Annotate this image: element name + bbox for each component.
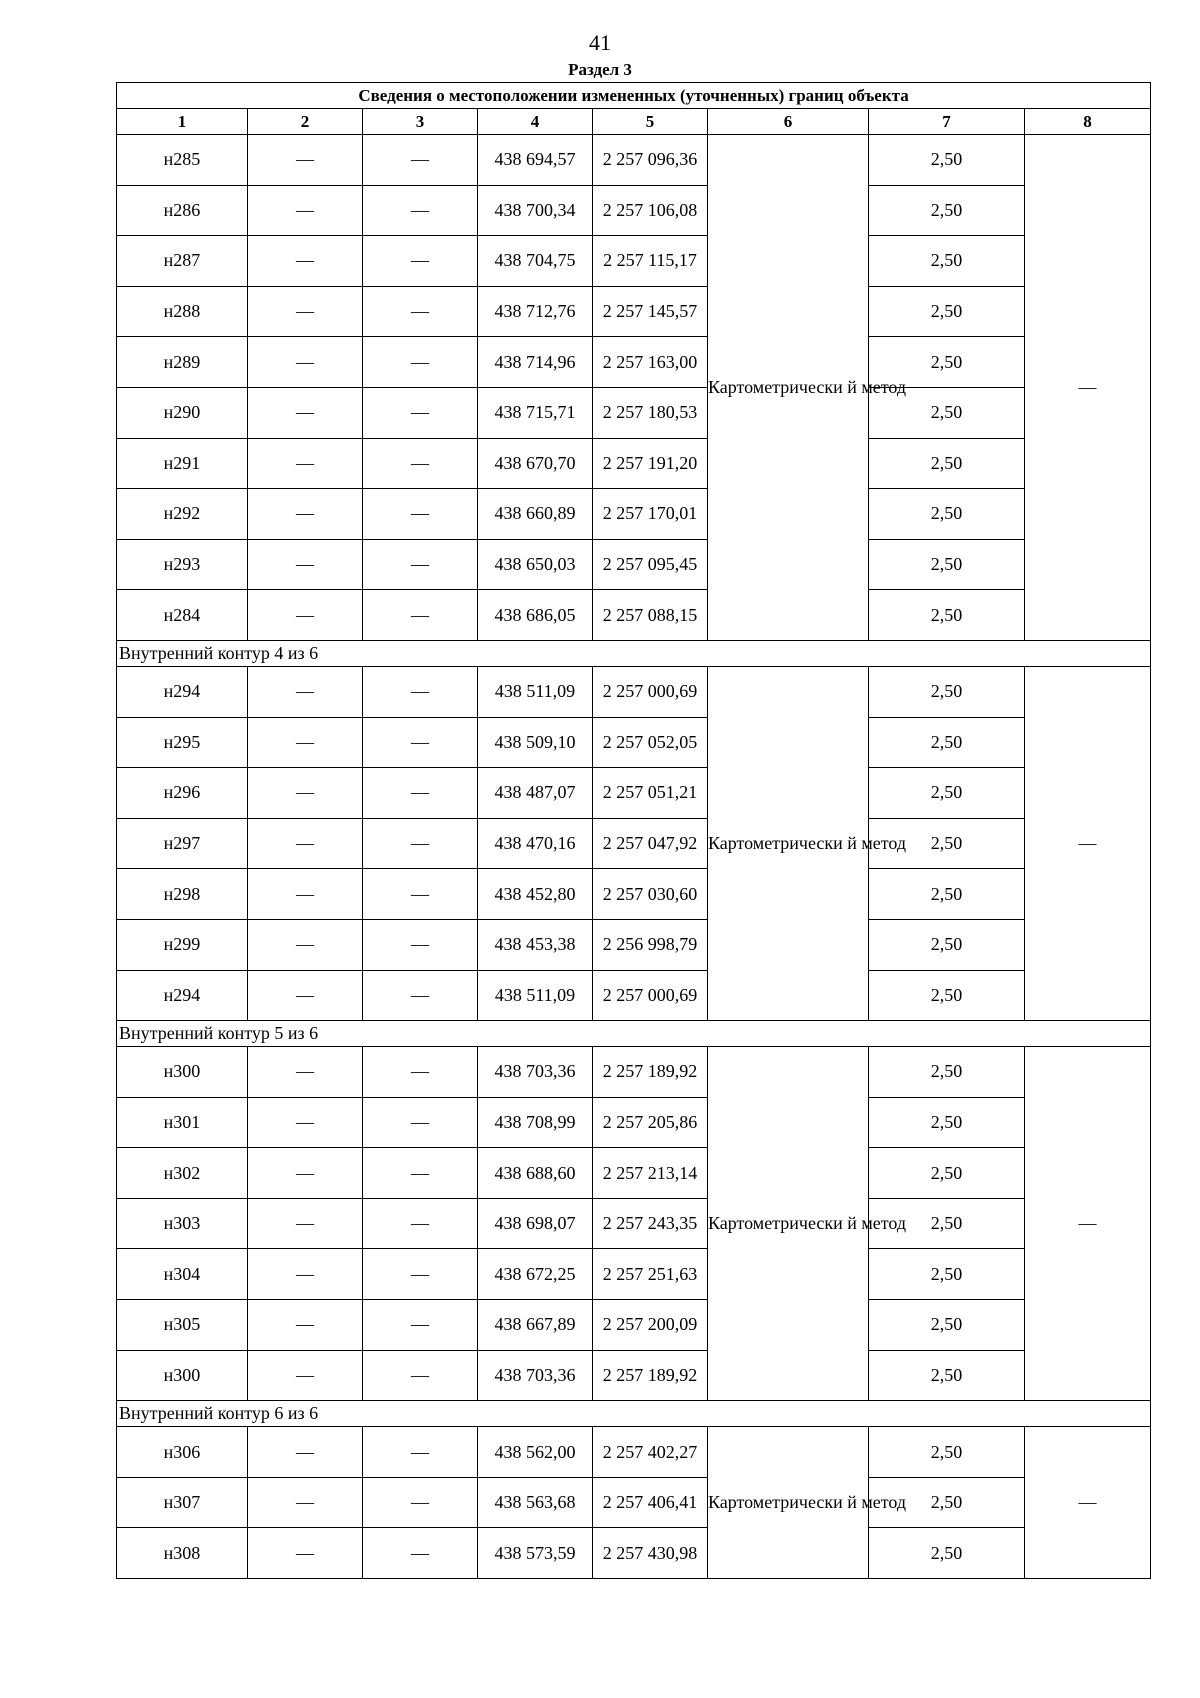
y-coordinate: 2 257 251,63 bbox=[593, 1249, 708, 1300]
column-number: 3 bbox=[363, 109, 478, 135]
column-3-value: — bbox=[363, 970, 478, 1021]
table-row bbox=[117, 919, 1151, 970]
column-3-value: — bbox=[363, 387, 478, 438]
table-row bbox=[117, 185, 1151, 236]
column-2-value: — bbox=[248, 1528, 363, 1579]
point-name: н292 bbox=[117, 489, 248, 540]
y-coordinate: 2 257 402,27 bbox=[593, 1427, 708, 1478]
point-name: н308 bbox=[117, 1528, 248, 1579]
column-number: 1 bbox=[117, 109, 248, 135]
x-coordinate: 438 712,76 bbox=[478, 286, 593, 337]
x-coordinate: 438 511,09 bbox=[478, 666, 593, 717]
column-2-value: — bbox=[248, 1350, 363, 1401]
column-2-value: — bbox=[248, 387, 363, 438]
table-row bbox=[117, 438, 1151, 489]
y-coordinate: 2 257 191,20 bbox=[593, 438, 708, 489]
table-row bbox=[117, 590, 1151, 641]
table-row bbox=[117, 135, 1151, 186]
column-2-value: — bbox=[248, 818, 363, 869]
accuracy-value: 2,50 bbox=[869, 717, 1025, 768]
column-2-value: — bbox=[248, 768, 363, 819]
table-body bbox=[117, 135, 1151, 1579]
column-2-value: — bbox=[248, 135, 363, 186]
y-coordinate: 2 257 213,14 bbox=[593, 1148, 708, 1199]
boundary-coordinates-table bbox=[116, 82, 1151, 1579]
y-coordinate: 2 257 051,21 bbox=[593, 768, 708, 819]
accuracy-value: 2,50 bbox=[869, 539, 1025, 590]
column-2-value: — bbox=[248, 539, 363, 590]
y-coordinate: 2 257 406,41 bbox=[593, 1477, 708, 1528]
point-name: н289 bbox=[117, 337, 248, 388]
accuracy-value: 2,50 bbox=[869, 1477, 1025, 1528]
accuracy-value: 2,50 bbox=[869, 236, 1025, 287]
column-3-value: — bbox=[363, 185, 478, 236]
column-number: 4 bbox=[478, 109, 593, 135]
point-name: н286 bbox=[117, 185, 248, 236]
x-coordinate: 438 703,36 bbox=[478, 1047, 593, 1098]
x-coordinate: 438 704,75 bbox=[478, 236, 593, 287]
point-name: н302 bbox=[117, 1148, 248, 1199]
column-number: 6 bbox=[708, 109, 869, 135]
column-3-value: — bbox=[363, 236, 478, 287]
column-2-value: — bbox=[248, 590, 363, 641]
point-name: н297 bbox=[117, 818, 248, 869]
y-coordinate: 2 257 047,92 bbox=[593, 818, 708, 869]
column-2-value: — bbox=[248, 1300, 363, 1351]
determination-method: Картометрически й метод bbox=[708, 1047, 869, 1401]
column-2-value: — bbox=[248, 438, 363, 489]
x-coordinate: 438 708,99 bbox=[478, 1097, 593, 1148]
accuracy-value: 2,50 bbox=[869, 1300, 1025, 1351]
y-coordinate: 2 256 998,79 bbox=[593, 919, 708, 970]
table-row bbox=[117, 1427, 1151, 1478]
accuracy-value: 2,50 bbox=[869, 185, 1025, 236]
x-coordinate: 438 487,07 bbox=[478, 768, 593, 819]
column-3-value: — bbox=[363, 489, 478, 540]
point-name: н287 bbox=[117, 236, 248, 287]
table-row bbox=[117, 970, 1151, 1021]
table-row bbox=[117, 1097, 1151, 1148]
column-3-value: — bbox=[363, 286, 478, 337]
column-number: 7 bbox=[869, 109, 1025, 135]
point-name: н296 bbox=[117, 768, 248, 819]
column-2-value: — bbox=[248, 970, 363, 1021]
column-2-value: — bbox=[248, 1047, 363, 1098]
point-name: н299 bbox=[117, 919, 248, 970]
table-row bbox=[117, 286, 1151, 337]
x-coordinate: 438 563,68 bbox=[478, 1477, 593, 1528]
contour-header-row bbox=[117, 640, 1151, 666]
point-name: н298 bbox=[117, 869, 248, 920]
accuracy-value: 2,50 bbox=[869, 387, 1025, 438]
point-name: н291 bbox=[117, 438, 248, 489]
accuracy-value: 2,50 bbox=[869, 1427, 1025, 1478]
x-coordinate: 438 694,57 bbox=[478, 135, 593, 186]
x-coordinate: 438 700,34 bbox=[478, 185, 593, 236]
y-coordinate: 2 257 095,45 bbox=[593, 539, 708, 590]
y-coordinate: 2 257 145,57 bbox=[593, 286, 708, 337]
column-3-value: — bbox=[363, 337, 478, 388]
column-3-value: — bbox=[363, 666, 478, 717]
column-3-value: — bbox=[363, 1047, 478, 1098]
column-3-value: — bbox=[363, 438, 478, 489]
x-coordinate: 438 670,70 bbox=[478, 438, 593, 489]
y-coordinate: 2 257 189,92 bbox=[593, 1047, 708, 1098]
y-coordinate: 2 257 106,08 bbox=[593, 185, 708, 236]
column-2-value: — bbox=[248, 1097, 363, 1148]
column-8-value: — bbox=[1025, 1427, 1151, 1579]
x-coordinate: 438 714,96 bbox=[478, 337, 593, 388]
point-name: н288 bbox=[117, 286, 248, 337]
column-8-value: — bbox=[1025, 1047, 1151, 1401]
accuracy-value: 2,50 bbox=[869, 1047, 1025, 1098]
point-name: н284 bbox=[117, 590, 248, 641]
x-coordinate: 438 562,00 bbox=[478, 1427, 593, 1478]
column-3-value: — bbox=[363, 1350, 478, 1401]
column-3-value: — bbox=[363, 590, 478, 641]
column-2-value: — bbox=[248, 1148, 363, 1199]
x-coordinate: 438 650,03 bbox=[478, 539, 593, 590]
contour-header-row bbox=[117, 1021, 1151, 1047]
section-title: Раздел 3 bbox=[568, 60, 632, 79]
table-row bbox=[117, 666, 1151, 717]
y-coordinate: 2 257 200,09 bbox=[593, 1300, 708, 1351]
accuracy-value: 2,50 bbox=[869, 337, 1025, 388]
column-2-value: — bbox=[248, 489, 363, 540]
x-coordinate: 438 667,89 bbox=[478, 1300, 593, 1351]
accuracy-value: 2,50 bbox=[869, 818, 1025, 869]
y-coordinate: 2 257 088,15 bbox=[593, 590, 708, 641]
column-8-value: — bbox=[1025, 135, 1151, 641]
accuracy-value: 2,50 bbox=[869, 286, 1025, 337]
point-name: н300 bbox=[117, 1047, 248, 1098]
point-name: н293 bbox=[117, 539, 248, 590]
point-name: н307 bbox=[117, 1477, 248, 1528]
x-coordinate: 438 715,71 bbox=[478, 387, 593, 438]
column-3-value: — bbox=[363, 869, 478, 920]
x-coordinate: 438 452,80 bbox=[478, 869, 593, 920]
determination-method: Картометрически й метод bbox=[708, 1427, 869, 1579]
y-coordinate: 2 257 205,86 bbox=[593, 1097, 708, 1148]
column-2-value: — bbox=[248, 717, 363, 768]
page-number: 41 bbox=[589, 30, 611, 55]
accuracy-value: 2,50 bbox=[869, 135, 1025, 186]
y-coordinate: 2 257 243,35 bbox=[593, 1198, 708, 1249]
column-3-value: — bbox=[363, 1249, 478, 1300]
accuracy-value: 2,50 bbox=[869, 489, 1025, 540]
column-2-value: — bbox=[248, 666, 363, 717]
column-number-row bbox=[117, 109, 1151, 135]
column-2-value: — bbox=[248, 1249, 363, 1300]
accuracy-value: 2,50 bbox=[869, 1148, 1025, 1199]
accuracy-value: 2,50 bbox=[869, 1528, 1025, 1579]
column-2-value: — bbox=[248, 869, 363, 920]
column-3-value: — bbox=[363, 1148, 478, 1199]
y-coordinate: 2 257 170,01 bbox=[593, 489, 708, 540]
table-row bbox=[117, 1249, 1151, 1300]
table-row bbox=[117, 1300, 1151, 1351]
table-row bbox=[117, 1350, 1151, 1401]
y-coordinate: 2 257 096,36 bbox=[593, 135, 708, 186]
table-row bbox=[117, 717, 1151, 768]
x-coordinate: 438 660,89 bbox=[478, 489, 593, 540]
table-caption: Сведения о местоположении измененных (уточненных) границ объекта bbox=[117, 83, 1151, 109]
y-coordinate: 2 257 000,69 bbox=[593, 666, 708, 717]
accuracy-value: 2,50 bbox=[869, 1350, 1025, 1401]
column-2-value: — bbox=[248, 919, 363, 970]
point-name: н294 bbox=[117, 666, 248, 717]
determination-method: Картометрически й метод bbox=[708, 666, 869, 1020]
column-2-value: — bbox=[248, 1427, 363, 1478]
x-coordinate: 438 672,25 bbox=[478, 1249, 593, 1300]
accuracy-value: 2,50 bbox=[869, 590, 1025, 641]
table-row bbox=[117, 1148, 1151, 1199]
point-name: н285 bbox=[117, 135, 248, 186]
column-3-value: — bbox=[363, 539, 478, 590]
point-name: н306 bbox=[117, 1427, 248, 1478]
table-row bbox=[117, 1198, 1151, 1249]
column-3-value: — bbox=[363, 919, 478, 970]
column-3-value: — bbox=[363, 1427, 478, 1478]
column-3-value: — bbox=[363, 135, 478, 186]
x-coordinate: 438 573,59 bbox=[478, 1528, 593, 1579]
column-2-value: — bbox=[248, 236, 363, 287]
determination-method: Картометрически й метод bbox=[708, 135, 869, 641]
column-number: 2 bbox=[248, 109, 363, 135]
table-row bbox=[117, 489, 1151, 540]
column-2-value: — bbox=[248, 286, 363, 337]
column-2-value: — bbox=[248, 1198, 363, 1249]
column-3-value: — bbox=[363, 1097, 478, 1148]
column-3-value: — bbox=[363, 1198, 478, 1249]
contour-label: Внутренний контур 5 из 6 bbox=[117, 1021, 1151, 1047]
accuracy-value: 2,50 bbox=[869, 1249, 1025, 1300]
x-coordinate: 438 688,60 bbox=[478, 1148, 593, 1199]
x-coordinate: 438 511,09 bbox=[478, 970, 593, 1021]
y-coordinate: 2 257 052,05 bbox=[593, 717, 708, 768]
contour-label: Внутренний контур 4 из 6 bbox=[117, 640, 1151, 666]
column-3-value: — bbox=[363, 717, 478, 768]
x-coordinate: 438 509,10 bbox=[478, 717, 593, 768]
y-coordinate: 2 257 430,98 bbox=[593, 1528, 708, 1579]
column-2-value: — bbox=[248, 1477, 363, 1528]
column-3-value: — bbox=[363, 1477, 478, 1528]
y-coordinate: 2 257 115,17 bbox=[593, 236, 708, 287]
column-3-value: — bbox=[363, 818, 478, 869]
point-name: н295 bbox=[117, 717, 248, 768]
y-coordinate: 2 257 000,69 bbox=[593, 970, 708, 1021]
column-number: 5 bbox=[593, 109, 708, 135]
accuracy-value: 2,50 bbox=[869, 1198, 1025, 1249]
y-coordinate: 2 257 163,00 bbox=[593, 337, 708, 388]
accuracy-value: 2,50 bbox=[869, 438, 1025, 489]
table-row bbox=[117, 1477, 1151, 1528]
column-3-value: — bbox=[363, 1300, 478, 1351]
accuracy-value: 2,50 bbox=[869, 1097, 1025, 1148]
point-name: н304 bbox=[117, 1249, 248, 1300]
column-8-value: — bbox=[1025, 666, 1151, 1020]
table-row bbox=[117, 387, 1151, 438]
point-name: н290 bbox=[117, 387, 248, 438]
column-3-value: — bbox=[363, 1528, 478, 1579]
accuracy-value: 2,50 bbox=[869, 768, 1025, 819]
column-2-value: — bbox=[248, 185, 363, 236]
point-name: н300 bbox=[117, 1350, 248, 1401]
point-name: н294 bbox=[117, 970, 248, 1021]
contour-header-row bbox=[117, 1401, 1151, 1427]
x-coordinate: 438 686,05 bbox=[478, 590, 593, 641]
table-row bbox=[117, 1047, 1151, 1098]
x-coordinate: 438 453,38 bbox=[478, 919, 593, 970]
y-coordinate: 2 257 030,60 bbox=[593, 869, 708, 920]
accuracy-value: 2,50 bbox=[869, 919, 1025, 970]
accuracy-value: 2,50 bbox=[869, 666, 1025, 717]
accuracy-value: 2,50 bbox=[869, 970, 1025, 1021]
x-coordinate: 438 703,36 bbox=[478, 1350, 593, 1401]
point-name: н301 bbox=[117, 1097, 248, 1148]
table-row bbox=[117, 869, 1151, 920]
x-coordinate: 438 470,16 bbox=[478, 818, 593, 869]
table-row bbox=[117, 1528, 1151, 1579]
x-coordinate: 438 698,07 bbox=[478, 1198, 593, 1249]
column-2-value: — bbox=[248, 337, 363, 388]
table-row bbox=[117, 768, 1151, 819]
accuracy-value: 2,50 bbox=[869, 869, 1025, 920]
column-3-value: — bbox=[363, 768, 478, 819]
point-name: н305 bbox=[117, 1300, 248, 1351]
point-name: н303 bbox=[117, 1198, 248, 1249]
table-row bbox=[117, 236, 1151, 287]
contour-label: Внутренний контур 6 из 6 bbox=[117, 1401, 1151, 1427]
table-row bbox=[117, 539, 1151, 590]
y-coordinate: 2 257 180,53 bbox=[593, 387, 708, 438]
y-coordinate: 2 257 189,92 bbox=[593, 1350, 708, 1401]
column-number: 8 bbox=[1025, 109, 1151, 135]
table-row bbox=[117, 818, 1151, 869]
table-row bbox=[117, 337, 1151, 388]
